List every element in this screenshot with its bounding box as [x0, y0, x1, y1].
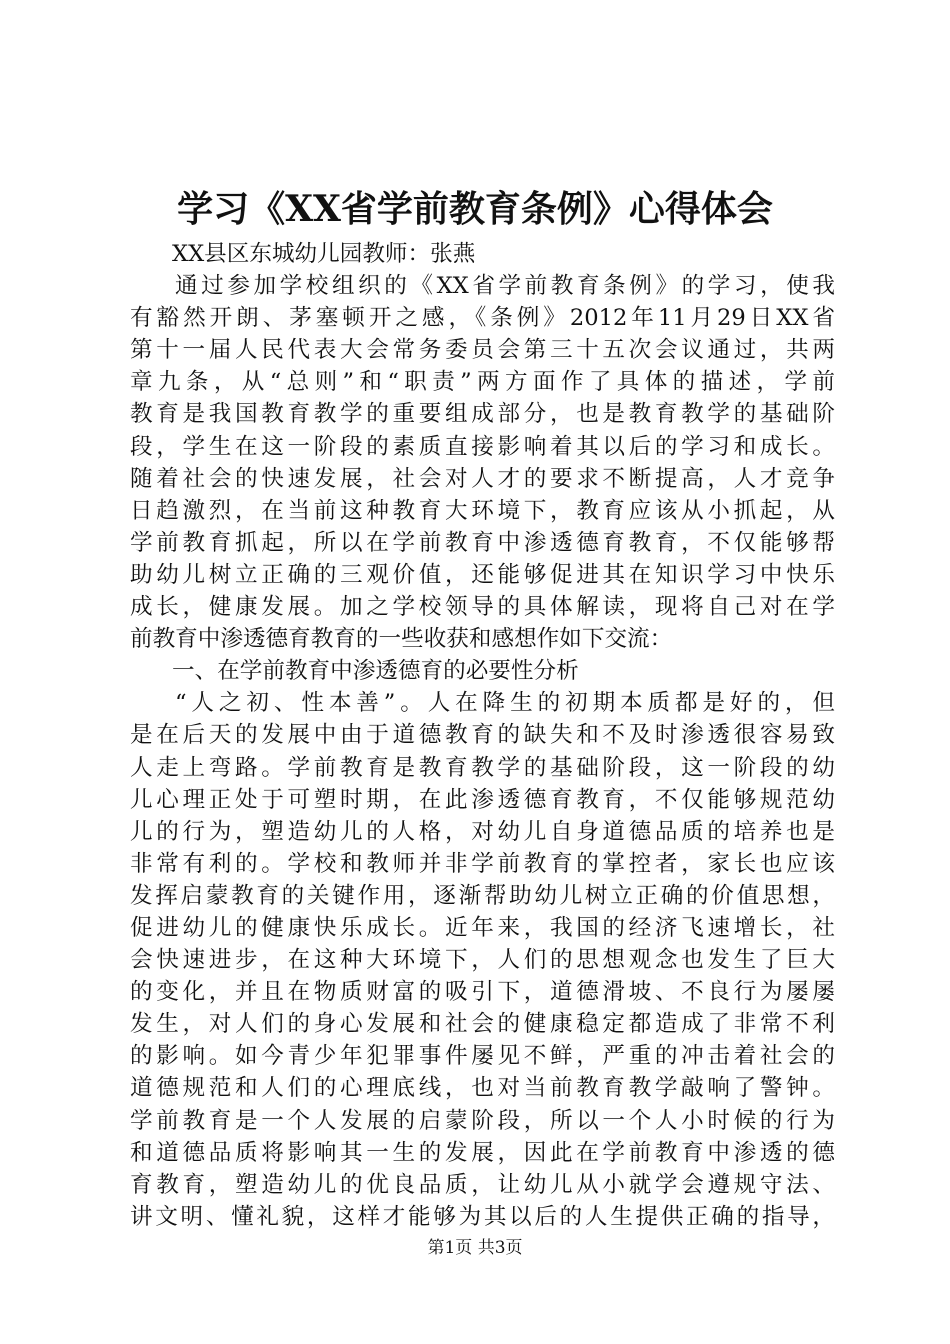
paragraph-line: 段，学生在这一阶段的素质直接影响着其以后的学习和成长。	[130, 433, 835, 460]
paragraph-line: 是在后天的发展中由于道德教育的缺失和不及时渗透很容易致	[130, 722, 835, 749]
paragraph-line: 学前教育抓起，所以在学前教育中渗透德育教育，不仅能够帮	[130, 529, 835, 556]
paragraph-line: 的影响。如今青少年犯罪事件屡见不鲜，严重的冲击着社会的	[130, 1043, 835, 1070]
paragraph-line: “人之初、性本善”。人在降生的初期本质都是好的，但	[175, 690, 835, 717]
paragraph-line: 儿的行为，塑造幼儿的人格，对幼儿自身道德品质的培养也是	[130, 818, 835, 845]
paragraph-line: 道德规范和人们的心理底线，也对当前教育教学敲响了警钟。	[130, 1075, 835, 1102]
paragraph-line: 会快速进步，在这种大环境下，人们的思想观念也发生了巨大	[130, 947, 835, 974]
paragraph-line: 有豁然开朗、茅塞顿开之感，《条例》2012年11月29日XX省	[130, 305, 835, 332]
document-title: 学习《XX省学前教育条例》心得体会	[177, 188, 773, 230]
document-body	[130, 238, 835, 1233]
page-number-footer: 第1页 共3页	[427, 1238, 523, 1258]
paragraph-line: 育教育，塑造幼儿的优良品质，让幼儿从小就学会遵规守法、	[130, 1171, 835, 1198]
paragraph-line: 促进幼儿的健康快乐成长。近年来，我国的经济飞速增长，社	[130, 914, 835, 941]
paragraph-line: 发挥启蒙教育的关键作用，逐渐帮助幼儿树立正确的价值思想，	[130, 882, 835, 909]
paragraph-line: 通过参加学校组织的《XX省学前教育条例》的学习，使我	[175, 273, 835, 300]
paragraph-line: 发生，对人们的身心发展和社会的健康稳定都造成了非常不利	[130, 1011, 835, 1038]
paragraph-line: 的变化，并且在物质财富的吸引下，道德滑坡、不良行为屡屡	[130, 979, 835, 1006]
paragraph-line: 儿心理正处于可塑时期，在此渗透德育教育，不仅能够规范幼	[130, 786, 835, 813]
paragraph-line: 日趋激烈，在当前这种教育大环境下，教育应该从小抓起，从	[130, 497, 835, 524]
paragraph-line: 成长，健康发展。加之学校领导的具体解读，现将自己对在学	[130, 594, 835, 621]
paragraph-line: 和道德品质将影响其一生的发展，因此在学前教育中渗透的德	[130, 1139, 835, 1166]
paragraph-line: 章九条，从“总则”和“职责”两方面作了具体的描述，学前	[130, 369, 835, 396]
paragraph-line: 助幼儿树立正确的三观价值，还能够促进其在知识学习中快乐	[130, 561, 835, 588]
author-line: XX县区东城幼儿园教师：张燕	[172, 241, 476, 267]
paragraph-line: 随着社会的快速发展，社会对人才的要求不断提高，人才竞争	[130, 465, 835, 492]
paragraph-line: 讲文明、懂礼貌，这样才能够为其以后的人生提供正确的指导，	[130, 1203, 835, 1230]
paragraph-line: 教育是我国教育教学的重要组成部分，也是教育教学的基础阶	[130, 401, 835, 428]
paragraph-line: 前教育中渗透德育教育的一些收获和感想作如下交流：	[130, 626, 673, 653]
paragraph-line: 人走上弯路。学前教育是教育教学的基础阶段，这一阶段的幼	[130, 754, 835, 781]
paragraph-line: 学前教育是一个人发展的启蒙阶段，所以一个人小时候的行为	[130, 1107, 835, 1134]
paragraph-line: 第十一届人民代表大会常务委员会第三十五次会议通过，共两	[130, 337, 835, 364]
section-heading: 一、在学前教育中渗透德育的必要性分析	[172, 658, 579, 685]
paragraph-line: 非常有利的。学校和教师并非学前教育的掌控者，家长也应该	[130, 850, 835, 877]
